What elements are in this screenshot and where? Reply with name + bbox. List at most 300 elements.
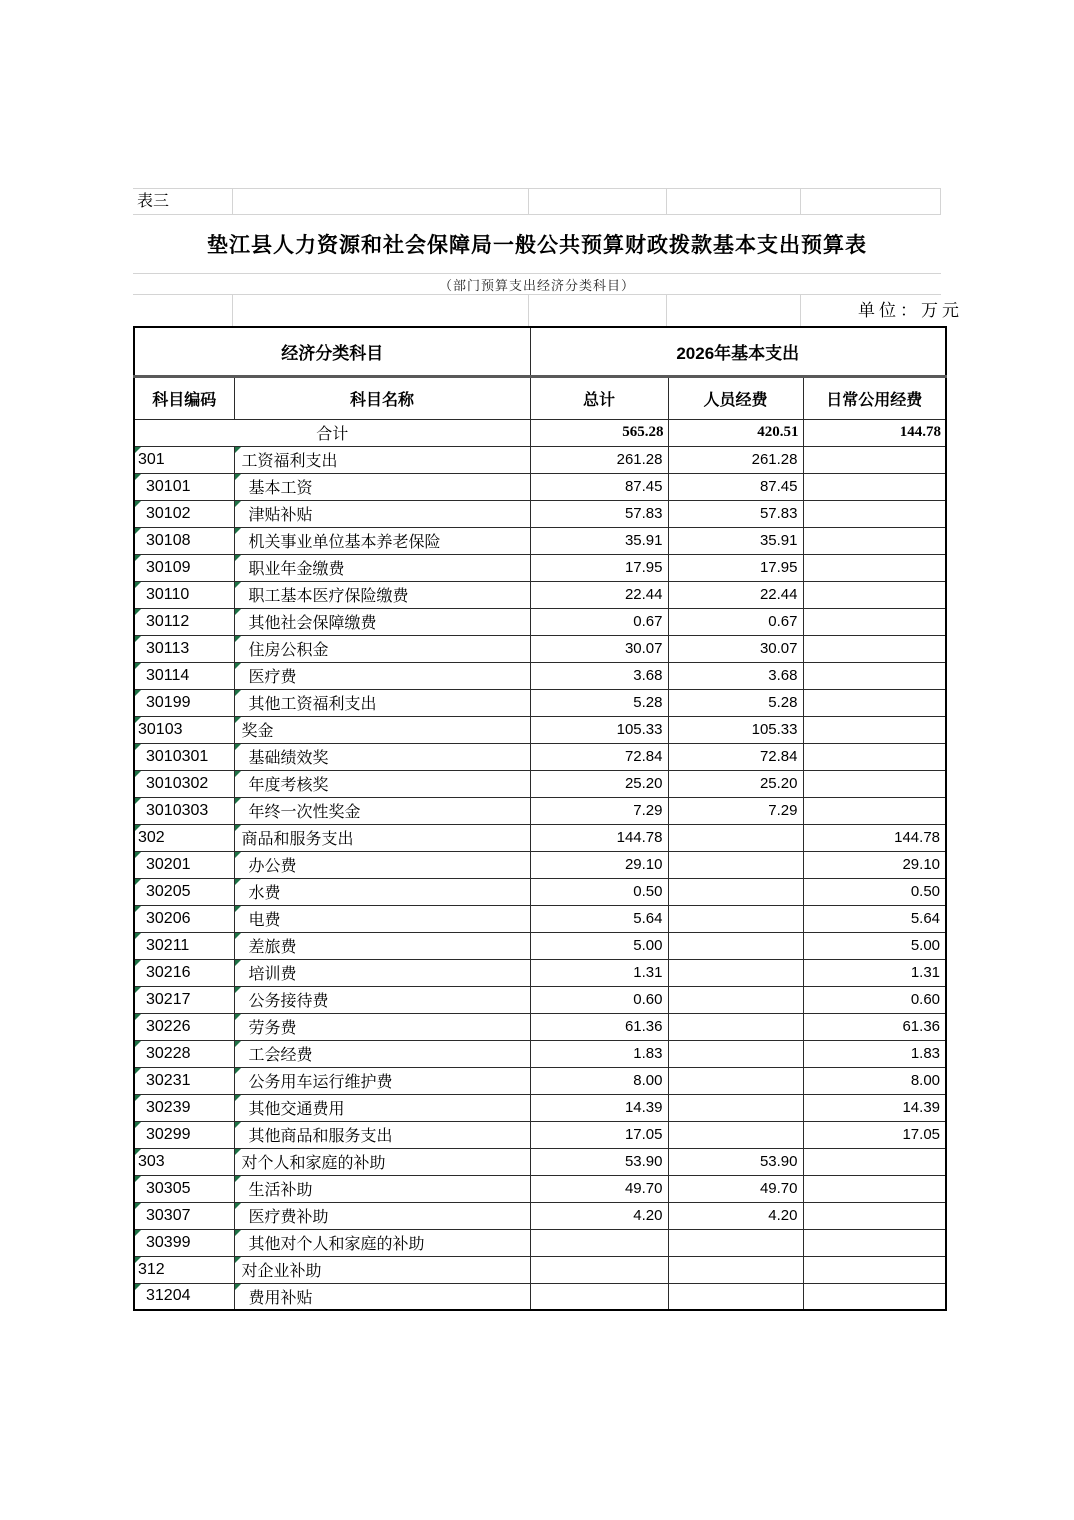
table-row	[134, 527, 946, 554]
gridline-vertical	[940, 189, 941, 214]
subject-code-cell	[134, 1229, 234, 1256]
subject-name-cell	[234, 770, 530, 797]
subject-code-cell	[134, 878, 234, 905]
personnel-value: 53.90	[668, 1148, 803, 1175]
subject-name: 电费	[248, 912, 281, 929]
personnel-value: 3.68	[668, 662, 803, 689]
subject-name: 基本工资	[248, 480, 313, 497]
subject-name: 费用补贴	[248, 1289, 313, 1307]
subject-name-cell	[234, 554, 530, 581]
cell-flag-triangle-icon	[235, 825, 241, 831]
personnel-value: 57.83	[668, 500, 803, 527]
cell-flag-triangle-icon	[235, 933, 241, 939]
gridline-vertical	[666, 295, 667, 326]
subject-name-cell	[234, 986, 530, 1013]
daily-public-value: 144.78	[803, 824, 946, 851]
subject-code: 30399	[146, 1233, 191, 1251]
personnel-value: 30.07	[668, 635, 803, 662]
daily-public-value	[803, 1256, 946, 1283]
header-personnel-fee: 人员经费	[668, 376, 803, 419]
gridline-vertical	[232, 189, 233, 214]
personnel-value: 49.70	[668, 1175, 803, 1202]
cell-flag-triangle-icon	[235, 663, 241, 669]
subject-code: 30114	[146, 666, 190, 684]
daily-public-value	[803, 1202, 946, 1229]
total-value: 0.60	[530, 986, 668, 1013]
subject-code-cell	[134, 635, 234, 662]
cell-flag-triangle-icon	[235, 1068, 241, 1074]
total-value: 7.29	[530, 797, 668, 824]
page-title: 垫江县人力资源和社会保障局一般公共预算财政拨款基本支出预算表	[207, 233, 867, 257]
table-row	[134, 932, 946, 959]
subject-code: 30199	[146, 693, 191, 711]
subject-code-cell	[134, 608, 234, 635]
subject-code: 302	[138, 828, 165, 846]
total-value: 87.45	[530, 473, 668, 500]
subject-code-cell	[134, 1202, 234, 1229]
daily-public-value	[803, 473, 946, 500]
daily-public-value: 14.39	[803, 1094, 946, 1121]
subject-code-cell	[134, 986, 234, 1013]
subject-name-cell	[234, 797, 530, 824]
total-value: 17.05	[530, 1121, 668, 1148]
cell-flag-triangle-icon	[135, 960, 141, 966]
subject-name: 培训费	[248, 966, 297, 983]
subject-name: 差旅费	[248, 939, 297, 956]
title-row	[133, 215, 941, 274]
personnel-value: 105.33	[668, 716, 803, 743]
cell-flag-triangle-icon	[235, 636, 241, 642]
subject-code-cell	[134, 473, 234, 500]
total-value: 57.83	[530, 500, 668, 527]
cell-flag-triangle-icon	[235, 1122, 241, 1128]
subject-name: 公务接待费	[248, 993, 329, 1010]
cell-flag-triangle-icon	[135, 663, 141, 669]
cell-flag-triangle-icon	[135, 1257, 141, 1263]
personnel-value	[668, 878, 803, 905]
total-value: 72.84	[530, 743, 668, 770]
table-row	[134, 608, 946, 635]
subject-code: 30226	[146, 1017, 191, 1035]
subject-code: 30110	[146, 585, 190, 603]
gridline-vertical	[232, 295, 233, 326]
subject-code: 30101	[146, 477, 191, 495]
subject-code-cell	[134, 1040, 234, 1067]
subject-name: 对个人和家庭的补助	[241, 1155, 386, 1172]
cell-flag-triangle-icon	[135, 771, 141, 777]
personnel-value	[668, 1283, 803, 1310]
sheet-label: 表三	[137, 193, 170, 210]
subject-name-cell	[234, 581, 530, 608]
sheet-label-row	[133, 188, 941, 215]
cell-flag-triangle-icon	[135, 636, 141, 642]
total-value: 14.39	[530, 1094, 668, 1121]
subject-name-cell	[234, 446, 530, 473]
subject-code: 30206	[146, 909, 191, 927]
grand-total-daily: 144.78	[803, 419, 946, 446]
subject-code-cell	[134, 1175, 234, 1202]
unit-row	[133, 295, 963, 326]
cell-flag-triangle-icon	[135, 1014, 141, 1020]
personnel-value: 22.44	[668, 581, 803, 608]
cell-flag-triangle-icon	[135, 798, 141, 804]
table-row	[134, 1013, 946, 1040]
page-subtitle: （部门预算支出经济分类科目）	[438, 277, 635, 293]
cell-flag-triangle-icon	[135, 474, 141, 480]
subject-name: 水费	[248, 885, 281, 902]
personnel-value: 35.91	[668, 527, 803, 554]
subject-code-cell	[134, 500, 234, 527]
cell-flag-triangle-icon	[135, 1095, 141, 1101]
personnel-value: 17.95	[668, 554, 803, 581]
subject-name-cell	[234, 1283, 530, 1310]
cell-flag-triangle-icon	[235, 1284, 241, 1290]
grand-total-total: 565.28	[530, 419, 668, 446]
total-value: 0.67	[530, 608, 668, 635]
table-row	[134, 1256, 946, 1283]
cell-flag-triangle-icon	[235, 771, 241, 777]
total-value: 29.10	[530, 851, 668, 878]
personnel-value	[668, 905, 803, 932]
subject-code-cell	[134, 824, 234, 851]
table-row	[134, 1148, 946, 1175]
subject-code: 30102	[146, 504, 191, 522]
cell-flag-triangle-icon	[235, 987, 241, 993]
subject-code-cell	[134, 1121, 234, 1148]
cell-flag-triangle-icon	[135, 1284, 141, 1290]
daily-public-value: 0.50	[803, 878, 946, 905]
table-row	[134, 797, 946, 824]
cell-flag-triangle-icon	[235, 852, 241, 858]
personnel-value	[668, 1094, 803, 1121]
personnel-value: 4.20	[668, 1202, 803, 1229]
table-row	[134, 986, 946, 1013]
daily-public-value	[803, 581, 946, 608]
cell-flag-triangle-icon	[135, 501, 141, 507]
daily-public-value: 61.36	[803, 1013, 946, 1040]
table-row	[134, 1283, 946, 1310]
table-row	[134, 662, 946, 689]
cell-flag-triangle-icon	[235, 1176, 241, 1182]
daily-public-value	[803, 554, 946, 581]
subject-name-cell	[234, 635, 530, 662]
total-value: 30.07	[530, 635, 668, 662]
daily-public-value: 17.05	[803, 1121, 946, 1148]
table-column-header-row	[134, 376, 946, 419]
total-value: 61.36	[530, 1013, 668, 1040]
subject-code-cell	[134, 581, 234, 608]
subject-name: 劳务费	[248, 1020, 297, 1037]
cell-flag-triangle-icon	[235, 744, 241, 750]
cell-flag-triangle-icon	[235, 582, 241, 588]
subject-name-cell	[234, 1013, 530, 1040]
header-total: 总计	[530, 376, 668, 419]
subject-code: 303	[138, 1152, 165, 1170]
subject-code-cell	[134, 527, 234, 554]
cell-flag-triangle-icon	[135, 1149, 141, 1155]
subject-code-cell	[134, 932, 234, 959]
table-row	[134, 689, 946, 716]
subject-name: 其他商品和服务支出	[248, 1128, 393, 1145]
subject-code: 30113	[146, 639, 190, 657]
subject-name: 医疗费补助	[248, 1209, 329, 1226]
cell-flag-triangle-icon	[135, 1068, 141, 1074]
personnel-value: 261.28	[668, 446, 803, 473]
subject-name-cell	[234, 473, 530, 500]
daily-public-value: 0.60	[803, 986, 946, 1013]
subject-name-cell	[234, 1175, 530, 1202]
table-row	[134, 554, 946, 581]
subject-name: 职工基本医疗保险缴费	[248, 588, 409, 605]
subject-code: 30211	[146, 936, 190, 954]
total-value: 17.95	[530, 554, 668, 581]
total-value: 25.20	[530, 770, 668, 797]
subject-code-cell	[134, 662, 234, 689]
subject-name-cell	[234, 662, 530, 689]
subject-name: 职业年金缴费	[248, 561, 345, 578]
subject-name-cell	[234, 1094, 530, 1121]
subject-name: 工会经费	[248, 1047, 313, 1064]
subject-name-cell	[234, 1067, 530, 1094]
header-economic-classification: 经济分类科目	[134, 327, 530, 376]
grand-total-personnel: 420.51	[668, 419, 803, 446]
grand-total-label: 合计	[134, 419, 530, 446]
personnel-value	[668, 932, 803, 959]
subject-name: 年终一次性奖金	[248, 804, 361, 821]
subject-code: 30228	[146, 1044, 191, 1062]
subject-name: 工资福利支出	[241, 453, 338, 470]
subject-name: 住房公积金	[248, 642, 329, 659]
subject-code-cell	[134, 1256, 234, 1283]
subject-name-cell	[234, 959, 530, 986]
total-value: 35.91	[530, 527, 668, 554]
subject-code-cell	[134, 851, 234, 878]
total-value: 5.64	[530, 905, 668, 932]
budget-table	[133, 326, 947, 1311]
total-value: 5.00	[530, 932, 668, 959]
subject-name-cell	[234, 1256, 530, 1283]
total-value: 8.00	[530, 1067, 668, 1094]
daily-public-value: 5.64	[803, 905, 946, 932]
subject-code-cell	[134, 1067, 234, 1094]
subject-name: 商品和服务支出	[241, 831, 354, 848]
subject-name-cell	[234, 527, 530, 554]
cell-flag-triangle-icon	[135, 825, 141, 831]
daily-public-value	[803, 1229, 946, 1256]
cell-flag-triangle-icon	[135, 447, 141, 453]
cell-flag-triangle-icon	[135, 582, 141, 588]
personnel-value	[668, 1256, 803, 1283]
subject-code-cell	[134, 959, 234, 986]
cell-flag-triangle-icon	[235, 960, 241, 966]
header-2026-basic-expenditure: 2026年基本支出	[530, 327, 946, 376]
subject-name-cell	[234, 1202, 530, 1229]
subject-code: 3010301	[146, 747, 209, 765]
personnel-value	[668, 824, 803, 851]
subject-code-cell	[134, 1094, 234, 1121]
cell-flag-triangle-icon	[135, 528, 141, 534]
subject-name: 办公费	[248, 858, 297, 875]
table-row	[134, 1121, 946, 1148]
subject-name: 其他交通费用	[248, 1101, 345, 1118]
cell-flag-triangle-icon	[235, 717, 241, 723]
table-row	[134, 1229, 946, 1256]
cell-flag-triangle-icon	[135, 1041, 141, 1047]
cell-flag-triangle-icon	[235, 906, 241, 912]
cell-flag-triangle-icon	[235, 1041, 241, 1047]
subject-code: 30205	[146, 882, 191, 900]
subject-name: 奖金	[241, 723, 274, 740]
cell-flag-triangle-icon	[235, 1149, 241, 1155]
header-daily-public-fee: 日常公用经费	[803, 376, 946, 419]
personnel-value: 0.67	[668, 608, 803, 635]
total-value: 0.50	[530, 878, 668, 905]
total-value: 1.31	[530, 959, 668, 986]
table-row	[134, 581, 946, 608]
personnel-value: 72.84	[668, 743, 803, 770]
subject-name: 公务用车运行维护费	[248, 1074, 393, 1091]
total-value: 4.20	[530, 1202, 668, 1229]
cell-flag-triangle-icon	[135, 1122, 141, 1128]
personnel-value: 25.20	[668, 770, 803, 797]
table-group-header-row	[134, 327, 946, 376]
subject-name: 对企业补助	[241, 1263, 322, 1280]
cell-flag-triangle-icon	[235, 609, 241, 615]
subject-name-cell	[234, 608, 530, 635]
subject-name-cell	[234, 1040, 530, 1067]
personnel-value: 5.28	[668, 689, 803, 716]
subject-name-cell	[234, 824, 530, 851]
subject-code-cell	[134, 1013, 234, 1040]
daily-public-value	[803, 662, 946, 689]
cell-flag-triangle-icon	[135, 1176, 141, 1182]
total-value	[530, 1283, 668, 1310]
grand-total-row	[134, 419, 946, 446]
personnel-value	[668, 851, 803, 878]
cell-flag-triangle-icon	[235, 528, 241, 534]
subject-name-cell	[234, 932, 530, 959]
cell-flag-triangle-icon	[135, 933, 141, 939]
total-value: 105.33	[530, 716, 668, 743]
table-row	[134, 1175, 946, 1202]
personnel-value: 7.29	[668, 797, 803, 824]
daily-public-value	[803, 608, 946, 635]
subject-code-cell	[134, 689, 234, 716]
table-row	[134, 473, 946, 500]
daily-public-value: 1.31	[803, 959, 946, 986]
subject-name-cell	[234, 716, 530, 743]
cell-flag-triangle-icon	[135, 717, 141, 723]
personnel-value	[668, 1013, 803, 1040]
subject-code-cell	[134, 554, 234, 581]
subject-name: 医疗费	[248, 669, 297, 686]
table-row	[134, 959, 946, 986]
daily-public-value	[803, 1283, 946, 1310]
subject-code-cell	[134, 743, 234, 770]
subject-name: 生活补助	[248, 1182, 313, 1199]
personnel-value	[668, 1229, 803, 1256]
daily-public-value	[803, 500, 946, 527]
cell-flag-triangle-icon	[235, 798, 241, 804]
table-row	[134, 824, 946, 851]
cell-flag-triangle-icon	[135, 879, 141, 885]
subject-name-cell	[234, 500, 530, 527]
subject-code: 30299	[146, 1125, 191, 1143]
subject-code-cell	[134, 770, 234, 797]
personnel-value	[668, 986, 803, 1013]
subject-code: 30216	[146, 963, 191, 981]
header-subject-name: 科目名称	[234, 376, 530, 419]
subject-code: 30108	[146, 531, 191, 549]
table-row	[134, 500, 946, 527]
cell-flag-triangle-icon	[135, 1230, 141, 1236]
subject-code: 30103	[138, 720, 183, 738]
subject-code: 30305	[146, 1179, 191, 1197]
subject-code-cell	[134, 1283, 234, 1310]
subject-code: 30307	[146, 1206, 191, 1224]
cell-flag-triangle-icon	[135, 690, 141, 696]
subject-name-cell	[234, 1121, 530, 1148]
table-row	[134, 1202, 946, 1229]
subject-name: 年度考核奖	[248, 777, 329, 794]
cell-flag-triangle-icon	[235, 474, 241, 480]
table-row	[134, 770, 946, 797]
total-value	[530, 1229, 668, 1256]
total-value: 53.90	[530, 1148, 668, 1175]
table-row	[134, 743, 946, 770]
subject-name-cell	[234, 1148, 530, 1175]
subject-code: 312	[138, 1260, 165, 1278]
subject-code: 30201	[146, 855, 191, 873]
subject-name: 基础绩效奖	[248, 750, 329, 767]
subject-code: 30109	[146, 558, 191, 576]
subject-code: 30239	[146, 1098, 191, 1116]
subject-code: 30112	[146, 612, 190, 630]
cell-flag-triangle-icon	[235, 1203, 241, 1209]
total-value: 1.83	[530, 1040, 668, 1067]
daily-public-value	[803, 1175, 946, 1202]
subject-name-cell	[234, 851, 530, 878]
table-row	[134, 905, 946, 932]
total-value	[530, 1256, 668, 1283]
cell-flag-triangle-icon	[135, 906, 141, 912]
cell-flag-triangle-icon	[135, 744, 141, 750]
total-value: 261.28	[530, 446, 668, 473]
gridline-vertical	[800, 295, 801, 326]
subject-code-cell	[134, 716, 234, 743]
table-row	[134, 1067, 946, 1094]
daily-public-value	[803, 716, 946, 743]
budget-sheet	[133, 188, 963, 1311]
personnel-value: 87.45	[668, 473, 803, 500]
subject-code: 30231	[146, 1071, 191, 1089]
cell-flag-triangle-icon	[235, 1257, 241, 1263]
subject-code: 301	[138, 450, 165, 468]
gridline-vertical	[528, 189, 529, 214]
table-row	[134, 1094, 946, 1121]
cell-flag-triangle-icon	[135, 555, 141, 561]
table-row	[134, 878, 946, 905]
subject-name-cell	[234, 905, 530, 932]
cell-flag-triangle-icon	[135, 1203, 141, 1209]
personnel-value	[668, 1121, 803, 1148]
subject-code: 3010303	[146, 801, 209, 819]
subject-code: 3010302	[146, 774, 209, 792]
cell-flag-triangle-icon	[235, 879, 241, 885]
daily-public-value: 1.83	[803, 1040, 946, 1067]
subject-name: 其他社会保障缴费	[248, 615, 377, 632]
subject-name: 其他对个人和家庭的补助	[248, 1236, 425, 1253]
